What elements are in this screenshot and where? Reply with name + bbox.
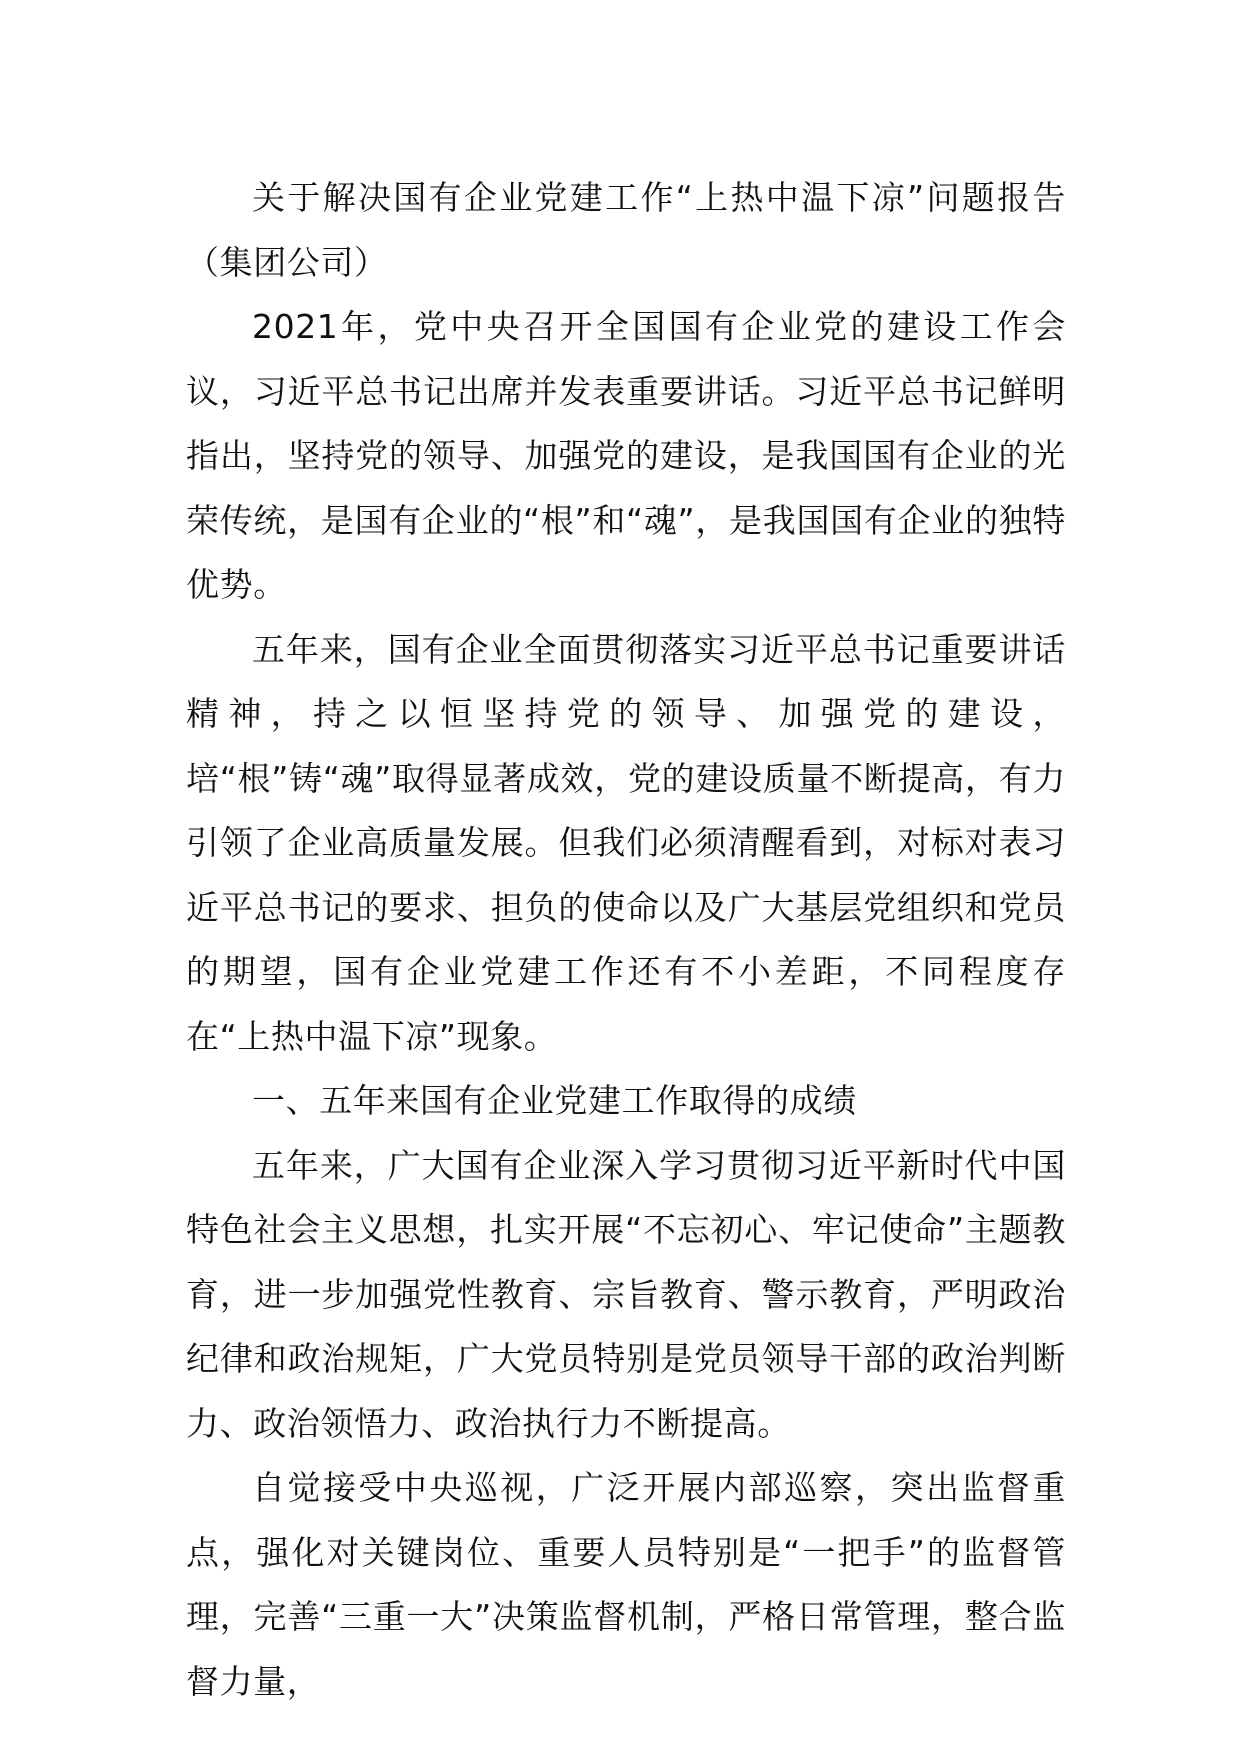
section-heading-1: 一、五年来国有企业党建工作取得的成绩 [252, 1081, 857, 1120]
paragraph-supervision: 自觉接受中央巡视，广泛开展内部巡察，突出监督重点，强化对关键岗位、重要人员特别是“一把手”的监督管理，完善“三重一大”决策监督机制，严格日常管理，整合监督力量， [186, 1468, 1066, 1701]
document-body [186, 166, 1066, 1714]
document-title: 关于解决国有企业党建工作“上热中温下凉”问题报告（集团公司） [186, 178, 1066, 282]
paragraph-five-years: 五年来，国有企业全面贯彻落实习近平总书记重要讲话精神，持之以恒坚持党的领导、加强党的建设，培“根”铸“魂”取得显著成效，党的建设质量不断提高，有力引领了企业高质量发展。但我们必须清醒看到，对标对表习近平总书记的要求、担负的使命以及广大基层党组织和党员的期望，国有企业党建工作还有不小差距，不同程度存在“上热中温下凉”现象。 [186, 629, 1066, 1056]
paragraph-study: 五年来，广大国有企业深入学习贯彻习近平新时代中国特色社会主义思想，扎实开展“不忘初心、牢记使命”主题教育，进一步加强党性教育、宗旨教育、警示教育，严明政治纪律和政治规矩，广大党员特别是党员领导干部的政治判断力、政治领悟力、政治执行力不断提高。 [186, 1145, 1066, 1443]
paragraph-intro: 2021年，党中央召开全国国有企业党的建设工作会议，习近平总书记出席并发表重要讲话。习近平总书记鲜明指出，坚持党的领导、加强党的建设，是我国国有企业的光荣传统，是国有企业的“根”和“魂”，是我国国有企业的独特优势。 [186, 307, 1066, 604]
